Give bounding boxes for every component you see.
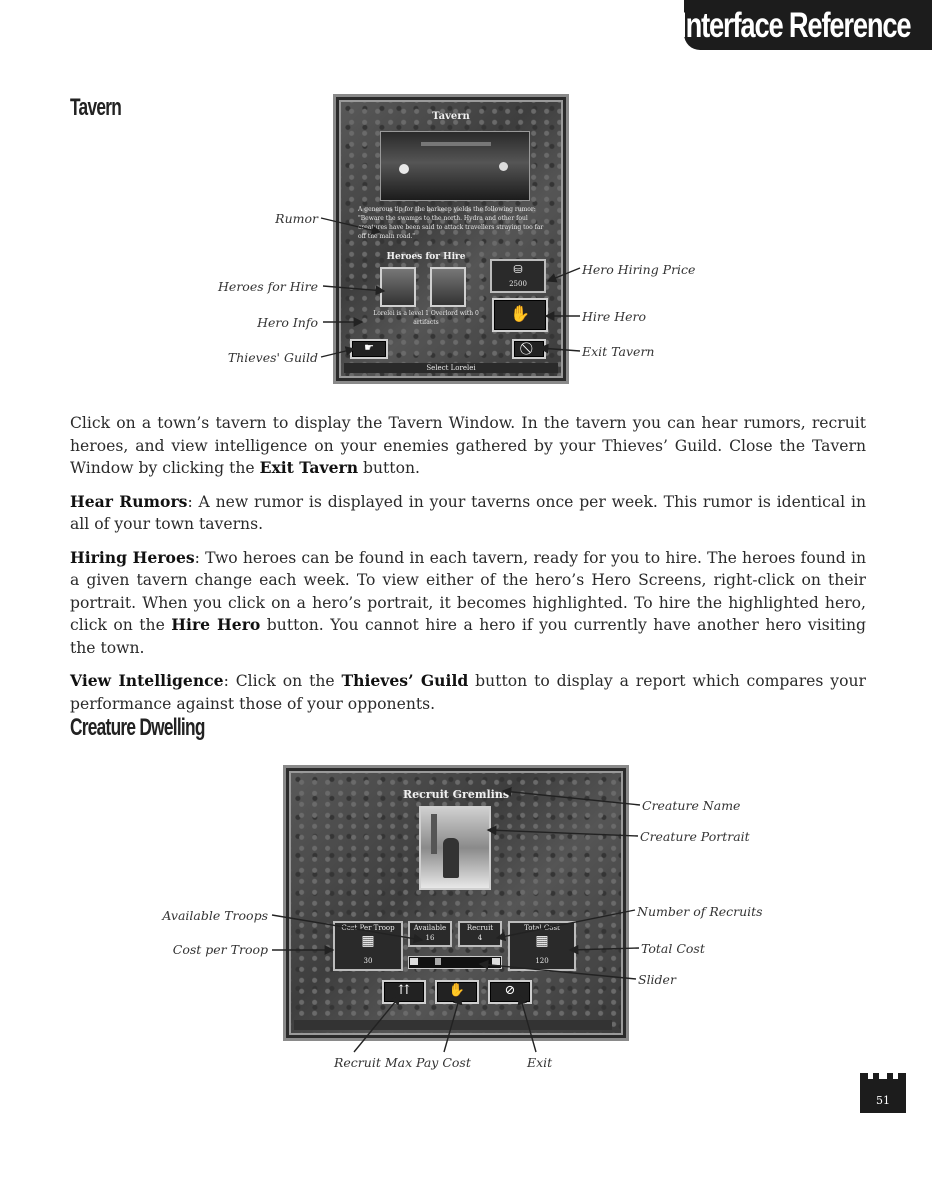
section-title-creature-dwelling: Creature Dwelling	[70, 714, 205, 741]
callout-cost-per-troop: Cost per Troop	[172, 942, 268, 957]
section-title-tavern: Tavern	[70, 94, 122, 121]
recruit-label: Recruit	[466, 924, 494, 932]
callout-exit-tavern: Exit Tavern	[582, 344, 655, 359]
callout-hero-hiring-price: Hero Hiring Price	[582, 262, 696, 277]
callout-creature-portrait: Creature Portrait	[640, 829, 750, 844]
callout-available-troops: Available Troops	[162, 908, 268, 923]
gold-icon: ▦	[535, 933, 549, 949]
cost-per-troop-value: 30	[363, 957, 373, 965]
callout-rumor: Rumor	[275, 211, 318, 226]
gold-pile-icon: ⛁	[513, 263, 523, 276]
callout-heroes-for-hire: Heroes for Hire	[218, 279, 318, 294]
rumors-paragraph: Hear Rumors: A new rumor is displayed in your taverns once per week. This rumor is identical in all of your town taverns.	[70, 491, 866, 533]
hiring-paragraph: Hiring Heroes: Two heroes can be found in each tavern, ready for you to hire. The heroes found in a given tavern change each week. To view either of the hero’s Hero Screens, right-click on their portrait. When you click on a hero’s portrait, it becomes highlighted. To hire the highlighted hero, click on the Hire Hero button. You cannot hire a hero if you currently have another hero visiting the town.	[70, 547, 866, 657]
callout-hero-info: Hero Info	[257, 315, 318, 330]
status-bar-text: Select Lorelei	[426, 364, 476, 372]
hero-price-value: 2500	[509, 280, 527, 288]
callout-pay-cost: Pay Cost	[416, 1055, 471, 1070]
handshake-icon: ✋	[448, 983, 466, 998]
callout-slider: Slider	[638, 972, 676, 987]
intro-paragraph: Click on a town’s tavern to display the Tavern Window. In the tavern you can hear rumors, recruit heroes, and view intelligence on your enemies gathered by your Thieves’ Guild. Close the Tavern Window by clicking the Exit Tavern button.	[70, 414, 866, 477]
recruit-value: 4	[477, 934, 483, 942]
callout-thieves-guild: Thieves' Guild	[227, 350, 318, 365]
no-entry-icon: ⊘	[504, 983, 516, 998]
castle-icon	[858, 1073, 908, 1113]
tavern-window-title: Tavern	[432, 111, 470, 122]
thief-icon: ☛	[364, 341, 374, 354]
callout-exit: Exit	[527, 1055, 553, 1070]
callout-recruit-max: Recruit Max	[334, 1055, 413, 1070]
hero-info-text: Lorelei is a level 1 Overlord with 0 artifacts	[373, 310, 479, 326]
up-arrows-icon: ⇈	[398, 983, 410, 998]
total-cost-value: 120	[535, 957, 549, 965]
gold-icon: ▦	[361, 933, 375, 949]
total-cost-label: Total Cost	[524, 924, 560, 932]
creature-name: Recruit Gremlins	[402, 788, 510, 801]
heroes-for-hire-label: Heroes for Hire	[386, 252, 466, 262]
handshake-icon: ✋	[510, 304, 530, 323]
page-number: 51	[876, 1094, 890, 1107]
available-value: 16	[425, 934, 435, 942]
available-label: Available	[413, 924, 447, 932]
cost-per-troop-label: Cost Per Troop	[341, 924, 395, 932]
rumor-text: A generous tip for the barkeep yields the following rumor: "Beware the swamps to the north. Hydra and other foul creatures have been said to attack travellers straying too far off the main road."	[358, 206, 544, 240]
callout-number-of-recruits: Number of Recruits	[637, 904, 763, 919]
callout-total-cost: Total Cost	[641, 941, 705, 956]
callout-hire-hero: Hire Hero	[582, 309, 647, 324]
intel-paragraph: View Intelligence: Click on the Thieves’ Guild button to display a report which compares your performance against those of your opponents.	[70, 671, 866, 713]
callout-creature-name: Creature Name	[642, 798, 741, 813]
header-title: Interface Reference	[678, 6, 910, 45]
